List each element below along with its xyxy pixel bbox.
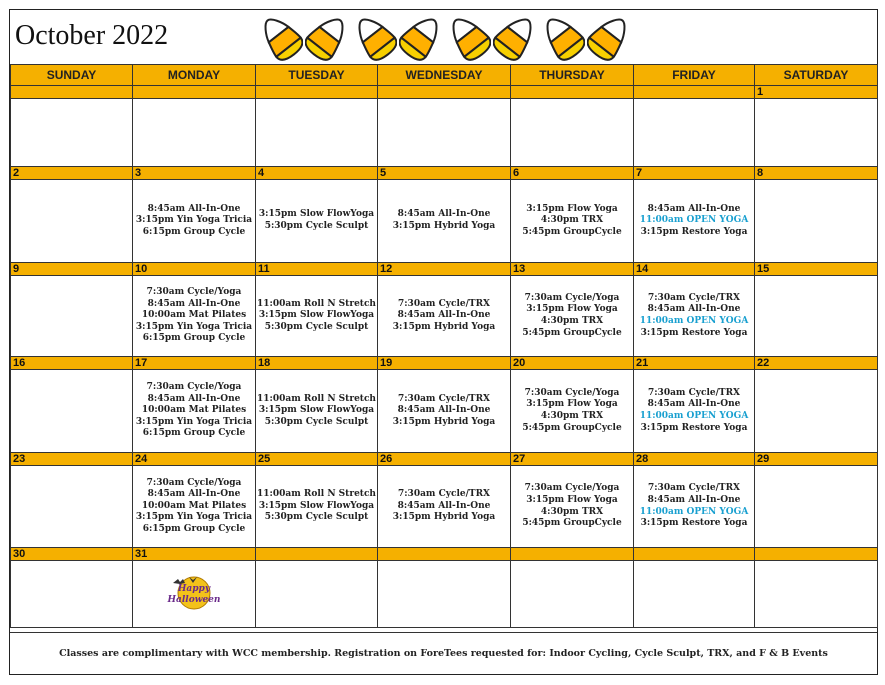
- day-cell: [511, 180, 634, 263]
- class-entry: 8:45am All-In-One: [647, 304, 741, 315]
- class-entry: 11:00am Roll N Stretch: [257, 393, 376, 404]
- day-number: 18: [256, 357, 378, 370]
- day-number: 5: [378, 167, 511, 180]
- day-cell: [378, 99, 511, 167]
- day-cell: [256, 561, 378, 628]
- day-number: [511, 548, 634, 561]
- day-number: 19: [378, 357, 511, 370]
- day-number: 9: [11, 263, 133, 276]
- class-entry: 3:15pm Hybrid Yoga: [392, 416, 496, 427]
- day-cell: [634, 99, 755, 167]
- class-entry: 7:30am Cycle/Yoga: [146, 382, 242, 393]
- class-entry: 8:45am All-In-One: [647, 203, 741, 214]
- class-entry: 3:15pm Restore Yoga: [640, 518, 748, 529]
- day-number: 10: [133, 263, 256, 276]
- day-number: 23: [11, 453, 133, 466]
- class-entry: 8:45am All-In-One: [647, 399, 741, 410]
- class-entry: 7:30am Cycle/TRX: [647, 483, 741, 494]
- day-number: 25: [256, 453, 378, 466]
- day-number: 29: [755, 453, 878, 466]
- class-entry: 4:30pm TRX: [540, 506, 604, 517]
- day-cell: [634, 276, 755, 357]
- day-cell: [11, 276, 133, 357]
- candy-corn-icon: [493, 12, 538, 62]
- day-number: 22: [755, 357, 878, 370]
- day-cell: [256, 180, 378, 263]
- day-cell: [755, 180, 878, 263]
- day-number: 11: [256, 263, 378, 276]
- class-entry: 5:45pm GroupCycle: [522, 422, 622, 433]
- svg-text:Halloween: Halloween: [167, 594, 221, 605]
- day-number: 1: [755, 86, 878, 99]
- class-entry: 4:30pm TRX: [540, 215, 604, 226]
- day-number: [256, 548, 378, 561]
- day-number: 7: [634, 167, 755, 180]
- class-entry: 3:15pm Yin Yoga Tricia: [135, 321, 253, 332]
- class-entry: 3:15pm Restore Yoga: [640, 422, 748, 433]
- class-entry: 7:30am Cycle/Yoga: [146, 477, 242, 488]
- day-number: 12: [378, 263, 511, 276]
- day-cell: [755, 466, 878, 548]
- day-number: 4: [256, 167, 378, 180]
- svg-text:Happy: Happy: [177, 583, 211, 594]
- class-entry: 11:00am Roll N Stretch: [257, 489, 376, 500]
- day-number: 8: [755, 167, 878, 180]
- page-title: October 2022: [15, 20, 169, 51]
- day-cell: [133, 276, 256, 357]
- day-number: 28: [634, 453, 755, 466]
- day-cell: [511, 466, 634, 548]
- class-entry: 5:30pm Cycle Sculpt: [264, 512, 369, 523]
- candy-corn-icon: [352, 12, 397, 62]
- day-number: 26: [378, 453, 511, 466]
- day-number: 20: [511, 357, 634, 370]
- day-cell: [511, 99, 634, 167]
- day-cell: [133, 370, 256, 453]
- candy-corn-icon: [305, 12, 350, 62]
- day-number: 13: [511, 263, 634, 276]
- class-entry: 10:00am Mat Pilates: [141, 500, 247, 511]
- class-entry: 6:15pm Group Cycle: [142, 333, 246, 344]
- day-cell: [256, 276, 378, 357]
- class-entry: 8:45am All-In-One: [147, 203, 241, 214]
- class-entry: 3:15pm Restore Yoga: [640, 226, 748, 237]
- candy-corn-icon: [399, 12, 444, 62]
- class-entry: 7:30am Cycle/Yoga: [524, 292, 620, 303]
- day-cell: [378, 276, 511, 357]
- day-number: 2: [11, 167, 133, 180]
- class-entry: 5:45pm GroupCycle: [522, 226, 622, 237]
- class-entry: 7:30am Cycle/TRX: [397, 298, 491, 309]
- day-cell: [378, 466, 511, 548]
- day-cell: [11, 370, 133, 453]
- day-number: [378, 86, 511, 99]
- class-entry: 7:30am Cycle/Yoga: [524, 387, 620, 398]
- day-cell: [133, 561, 256, 628]
- happy-halloween-icon: [165, 573, 223, 611]
- class-entry: 3:15pm Slow FlowYoga: [258, 405, 375, 416]
- class-entry: 3:15pm Flow Yoga: [526, 399, 618, 410]
- day-cell: [133, 99, 256, 167]
- dow-wednesday: WEDNESDAY: [378, 65, 511, 86]
- class-entry: 8:45am All-In-One: [397, 209, 491, 220]
- day-number: 15: [755, 263, 878, 276]
- day-cell: [256, 99, 378, 167]
- day-cell: [755, 99, 878, 167]
- class-entry: 5:45pm GroupCycle: [522, 518, 622, 529]
- header: [10, 10, 877, 64]
- class-entry: 6:15pm Group Cycle: [142, 226, 246, 237]
- open-yoga-class: 11:00am OPEN YOGA: [639, 316, 749, 326]
- day-number: [634, 86, 755, 99]
- day-number: 21: [634, 357, 755, 370]
- day-number: 3: [133, 167, 256, 180]
- dow-thursday: THURSDAY: [511, 65, 634, 86]
- class-entry: 5:30pm Cycle Sculpt: [264, 321, 369, 332]
- dow-monday: MONDAY: [133, 65, 256, 86]
- day-number: [133, 86, 256, 99]
- class-entry: 3:15pm Yin Yoga Tricia: [135, 512, 253, 523]
- footer-note: Classes are complimentary with WCC membership. Registration on ForeTees requested for: Indoor Cycling, Cycle Sculpt, TRX, and F & B Events: [10, 632, 877, 674]
- class-entry: 3:15pm Flow Yoga: [526, 494, 618, 505]
- candy-corn-decoration: [258, 12, 632, 62]
- day-number: 17: [133, 357, 256, 370]
- candy-corn-icon: [446, 12, 491, 62]
- class-entry: 7:30am Cycle/TRX: [397, 489, 491, 500]
- day-cell: [755, 276, 878, 357]
- dow-tuesday: TUESDAY: [256, 65, 378, 86]
- class-entry: 3:15pm Slow FlowYoga: [258, 310, 375, 321]
- class-entry: 7:30am Cycle/Yoga: [524, 483, 620, 494]
- class-entry: 11:00am Roll N Stretch: [257, 298, 376, 309]
- class-entry: 8:45am All-In-One: [397, 310, 491, 321]
- day-number: 14: [634, 263, 755, 276]
- day-cell: [256, 466, 378, 548]
- class-entry: 8:45am All-In-One: [397, 500, 491, 511]
- open-yoga-class: 11:00am OPEN YOGA: [639, 506, 749, 517]
- class-entry: 7:30am Cycle/TRX: [647, 387, 741, 398]
- class-entry: 3:15pm Slow FlowYoga: [258, 209, 375, 220]
- day-cell: [256, 370, 378, 453]
- day-cell: [634, 180, 755, 263]
- day-cell: [378, 561, 511, 628]
- class-entry: 3:15pm Yin Yoga Tricia: [135, 215, 253, 226]
- dow-saturday: SATURDAY: [755, 65, 878, 86]
- class-entry: 5:30pm Cycle Sculpt: [264, 221, 369, 231]
- day-cell: [634, 466, 755, 548]
- day-number: [256, 86, 378, 99]
- class-entry: 8:45am All-In-One: [647, 494, 741, 505]
- class-entry: 5:45pm GroupCycle: [522, 327, 622, 338]
- class-entry: 8:45am All-In-One: [147, 298, 241, 309]
- day-cell: [755, 370, 878, 453]
- day-number: 24: [133, 453, 256, 466]
- class-entry: 7:30am Cycle/TRX: [397, 393, 491, 404]
- class-entry: 4:30pm TRX: [540, 316, 604, 326]
- class-entry: 3:15pm Hybrid Yoga: [392, 321, 496, 332]
- day-number: [755, 548, 878, 561]
- class-entry: 8:45am All-In-One: [147, 489, 241, 500]
- class-entry: 7:30am Cycle/Yoga: [146, 287, 242, 298]
- open-yoga-class: 11:00am OPEN YOGA: [639, 411, 749, 421]
- day-cell: [755, 561, 878, 628]
- day-cell: [511, 276, 634, 357]
- class-entry: 3:15pm Flow Yoga: [526, 304, 618, 315]
- day-cell: [11, 466, 133, 548]
- candy-corn-icon: [258, 12, 303, 62]
- day-cell: [634, 561, 755, 628]
- dow-sunday: SUNDAY: [11, 65, 133, 86]
- calendar: [9, 9, 878, 675]
- class-entry: 8:45am All-In-One: [147, 393, 241, 404]
- day-number: 30: [11, 548, 133, 561]
- class-entry: 3:15pm Restore Yoga: [640, 327, 748, 338]
- class-entry: 8:45am All-In-One: [397, 405, 491, 416]
- day-number: [634, 548, 755, 561]
- day-number: 31: [133, 548, 256, 561]
- day-cell: [511, 370, 634, 453]
- class-entry: 10:00am Mat Pilates: [141, 405, 247, 416]
- class-entry: 3:15pm Yin Yoga Tricia: [135, 416, 253, 427]
- day-number: 27: [511, 453, 634, 466]
- class-entry: 7:30am Cycle/TRX: [647, 292, 741, 303]
- candy-corn-icon: [587, 12, 632, 62]
- day-cell: [11, 99, 133, 167]
- class-entry: 5:30pm Cycle Sculpt: [264, 416, 369, 427]
- day-number: [511, 86, 634, 99]
- day-cell: [11, 180, 133, 263]
- day-number: [378, 548, 511, 561]
- class-entry: 4:30pm TRX: [540, 411, 604, 421]
- day-cell: [378, 180, 511, 263]
- class-entry: 3:15pm Hybrid Yoga: [392, 512, 496, 523]
- class-entry: 3:15pm Hybrid Yoga: [392, 221, 496, 231]
- day-cell: [133, 180, 256, 263]
- class-entry: 6:15pm Group Cycle: [142, 523, 246, 534]
- day-number: 6: [511, 167, 634, 180]
- day-cell: [378, 370, 511, 453]
- day-cell: [133, 466, 256, 548]
- day-cell: [511, 561, 634, 628]
- day-cell: [634, 370, 755, 453]
- dow-friday: FRIDAY: [634, 65, 755, 86]
- class-entry: 6:15pm Group Cycle: [142, 428, 246, 439]
- day-number: [11, 86, 133, 99]
- day-number: 16: [11, 357, 133, 370]
- day-cell: [11, 561, 133, 628]
- class-entry: 10:00am Mat Pilates: [141, 310, 247, 321]
- candy-corn-icon: [540, 12, 585, 62]
- open-yoga-class: 11:00am OPEN YOGA: [639, 215, 749, 226]
- calendar-grid: [10, 64, 878, 628]
- class-entry: 3:15pm Flow Yoga: [526, 203, 618, 214]
- class-entry: 3:15pm Slow FlowYoga: [258, 500, 375, 511]
